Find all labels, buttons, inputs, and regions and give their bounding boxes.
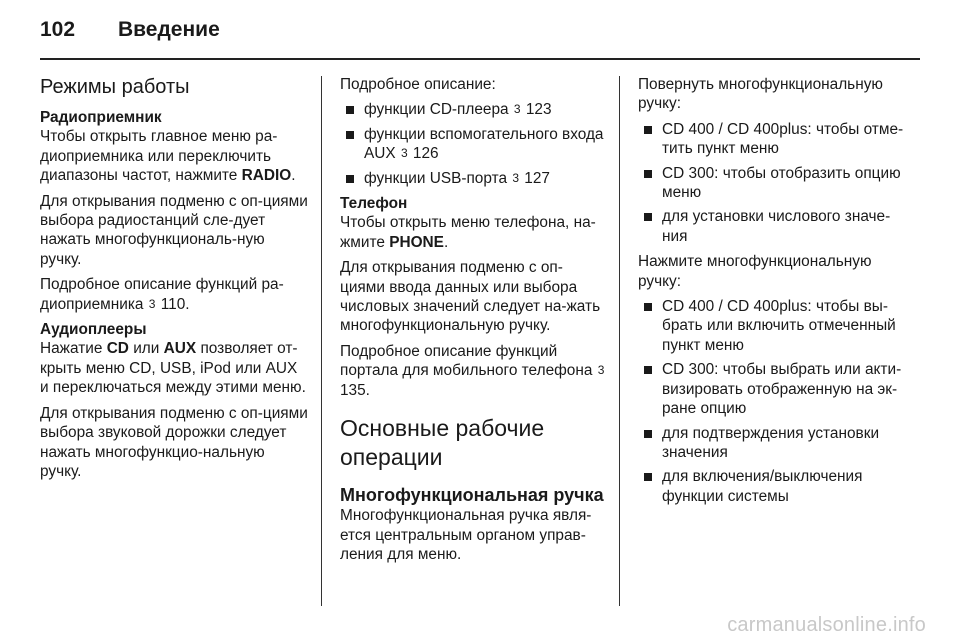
radio-paragraph-3: Подробное описание функций ра-диоприемника 3 110. xyxy=(40,276,284,313)
column-3 xyxy=(638,75,906,512)
watermark: carmanualsonline.info xyxy=(727,614,926,636)
list-item: для установки числового значе-ния xyxy=(638,207,906,246)
page-reference: 123 xyxy=(525,101,552,119)
phone-paragraph-3: Подробное описание функций портала для мобильного телефона 3 135. xyxy=(340,342,605,399)
list-item: CD 300: чтобы выбрать или акти-визировать отображенную на эк-ране опцию xyxy=(638,360,906,418)
page-reference-icon: 3 xyxy=(597,363,605,378)
page-number: 102 xyxy=(40,18,76,41)
page-title: Введение xyxy=(118,18,220,41)
press-intro: Нажмите многофункциональную ручку: xyxy=(638,253,872,290)
turn-list xyxy=(638,120,906,246)
radio-button-label: RADIO xyxy=(241,167,292,185)
list-item: для включения/выключения функции системы xyxy=(638,467,906,506)
list-item: функции вспомогательного входа AUX 3 126 xyxy=(340,125,606,164)
audio-paragraph-1: Нажатие CD или AUX позволяет от-крыть меню CD, USB, iPod или AUX и переключаться между этими меню. xyxy=(40,340,306,397)
page-header xyxy=(40,18,220,42)
page-reference-icon: 3 xyxy=(148,296,156,311)
knob-paragraph: Многофункциональная ручка явля-ется центральным органом управ-ления для меню. xyxy=(340,507,592,563)
subheading-audio: Аудиоплееры xyxy=(40,321,147,339)
column-divider xyxy=(619,76,620,606)
column-divider xyxy=(321,76,322,606)
list-item: CD 300: чтобы отобразить опцию меню xyxy=(638,164,906,203)
subheading-radio: Радиоприемник xyxy=(40,109,162,126)
section-heading-modes: Режимы работы xyxy=(40,76,190,98)
column-1 xyxy=(40,75,308,487)
list-item: CD 400 / CD 400plus: чтобы отме-тить пункт меню xyxy=(638,120,906,159)
details-list xyxy=(340,100,606,188)
page-reference-icon: 3 xyxy=(400,146,408,161)
cd-button-label: CD xyxy=(106,340,129,358)
page-reference-icon: 3 xyxy=(512,170,519,185)
list-item: CD 400 / CD 400plus: чтобы вы-брать или включить отмеченный пункт меню xyxy=(638,297,906,355)
header-divider xyxy=(40,58,920,60)
press-list xyxy=(638,297,906,506)
page-reference: 127 xyxy=(524,169,550,187)
radio-paragraph-2: Для открывания подменю с оп-циями выбора радиостанций сле-дует нажать многофункциональ-ную ручку. xyxy=(40,192,308,268)
column-2 xyxy=(340,75,606,570)
list-item: для подтверждения установки значения xyxy=(638,424,906,463)
details-intro: Подробное описание: xyxy=(340,76,496,93)
list-item: функции USB-порта 3 127 xyxy=(340,169,606,188)
list-item: функции CD-плеера 3 123 xyxy=(340,100,606,119)
page-reference: 110. xyxy=(160,295,190,313)
phone-paragraph-1: Чтобы открыть меню телефона, на-жмите PHONE. xyxy=(340,214,596,251)
audio-paragraph-2: Для открывания подменю с оп-циями выбора звуковой дорожки следует нажать многофункцио-нальную ручку. xyxy=(40,404,308,480)
page-reference: 135. xyxy=(340,381,370,399)
turn-intro: Повернуть многофункциональную ручку: xyxy=(638,76,883,113)
aux-button-label: AUX xyxy=(163,340,197,358)
page-reference: 126 xyxy=(412,145,439,163)
subheading-knob: Многофункциональная ручка xyxy=(340,485,604,506)
page-reference-icon: 3 xyxy=(513,102,521,117)
radio-paragraph-1: Чтобы открыть главное меню ра-диоприемника или переключить диапазоны частот, нажмите RADIO. xyxy=(40,128,296,185)
subheading-phone: Телефон xyxy=(340,195,408,213)
phone-button-label: PHONE xyxy=(389,233,444,251)
phone-paragraph-2: Для открывания подменю с оп-циями ввода данных или выбора числовых значений следует на-жать многофункциональную ручку. xyxy=(340,259,601,335)
section-heading-basic-ops: Основные рабочие операции xyxy=(340,415,545,471)
